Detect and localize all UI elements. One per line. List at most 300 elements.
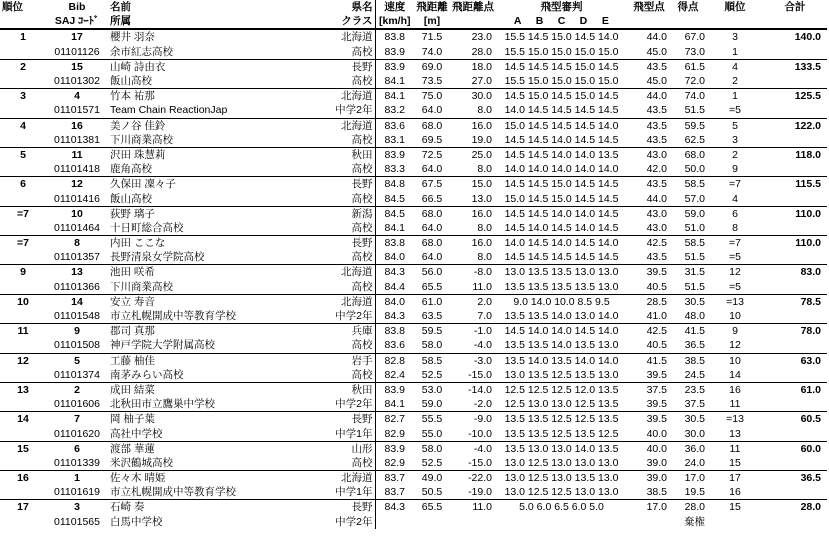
- bib-cell: 16: [71, 119, 83, 132]
- total-score: 60.0: [800, 442, 821, 455]
- total-blank: [763, 515, 827, 529]
- style-points-cell: 42.0: [646, 163, 667, 176]
- prefecture-cell: 岩手: [351, 354, 373, 367]
- rank-cell: 15: [17, 442, 29, 455]
- athlete-name: 竹本 祐那: [110, 90, 155, 103]
- saj-code-cell: 01101620: [54, 427, 100, 440]
- club-cell: 市立札幌開成中等教育学校: [110, 486, 236, 499]
- judges-cell: [494, 515, 629, 529]
- speed-cell: 82.7: [375, 412, 414, 427]
- bib-cell: 4: [74, 90, 80, 103]
- total-score: 63.0: [800, 354, 821, 367]
- table-row: [0, 397, 827, 412]
- athlete-name: 岡 柚子葉: [110, 413, 155, 426]
- judges-cell: 14.5 14.5 14.0 14.0 14.5: [504, 207, 619, 220]
- speed-cell: 84.1: [375, 221, 414, 236]
- athlete-name: 佐々木 晴姫: [110, 472, 166, 485]
- round-score-cell: 58.5: [684, 237, 705, 250]
- header-distpt: 飛距離点: [452, 1, 494, 14]
- club-cell: 鹿角高校: [110, 163, 152, 176]
- speed-cell: 83.6: [375, 338, 414, 353]
- distance-cell: 55.5: [421, 413, 443, 426]
- bib-cell: 5: [74, 354, 80, 367]
- total-blank: [763, 456, 827, 471]
- round-score-cell: 棄権: [684, 515, 705, 528]
- athlete-name: 郡司 真那: [110, 325, 155, 338]
- distance-cell: 65.5: [421, 501, 443, 514]
- table-row: [0, 441, 827, 456]
- header-pref: 県名: [351, 1, 373, 14]
- club-cell: 北秋田市立鷹巣中学校: [110, 398, 215, 411]
- table-row: [0, 485, 827, 500]
- distance-points-cell: 30.0: [471, 90, 492, 103]
- round-score-cell: 36.0: [684, 442, 705, 455]
- distance-points-cell: 11.0: [472, 280, 492, 293]
- distance-points-cell: -10.0: [468, 427, 492, 440]
- round-score-cell: 23.5: [684, 383, 705, 396]
- speed-cell: 82.4: [375, 368, 414, 383]
- judges-cell: 12.5 13.0 13.0 12.5 13.5: [504, 398, 619, 411]
- style-points-cell: 39.5: [646, 398, 667, 411]
- saj-code-cell: 01101508: [54, 339, 100, 352]
- style-points-cell: 44.0: [646, 31, 667, 44]
- bib-cell: 2: [74, 383, 80, 396]
- distance-points-cell: -15.0: [468, 456, 492, 469]
- athlete-name: 石崎 奏: [110, 501, 145, 514]
- athlete-name: 渡部 華蓮: [110, 442, 155, 455]
- distance-cell: 64.0: [421, 251, 443, 264]
- saj-code-cell: 01101606: [54, 398, 100, 411]
- total-blank: [763, 250, 827, 265]
- header-club: 所属: [110, 15, 131, 28]
- round-score-cell: 17.0: [684, 472, 705, 485]
- prefecture-cell: 北海道: [341, 119, 373, 132]
- judges-cell: 14.5 14.5 14.0 14.0 13.5: [504, 148, 619, 161]
- speed-cell: 84.1: [375, 74, 414, 89]
- table-row: [0, 338, 827, 353]
- distance-points-cell: -9.0: [473, 413, 492, 426]
- total-score: 110.0: [795, 237, 821, 250]
- saj-code-cell: 01101548: [54, 310, 100, 323]
- round-score-cell: 50.0: [684, 163, 705, 176]
- distance-points-cell: -15.0: [468, 368, 492, 381]
- table-row: [0, 500, 827, 515]
- distance-cell: 74.0: [421, 45, 443, 58]
- speed-cell: 83.7: [375, 485, 414, 500]
- style-points-cell: 43.5: [646, 119, 667, 132]
- round-score-cell: 48.0: [684, 310, 705, 323]
- rank-cell: 2: [20, 60, 26, 73]
- total-blank: [763, 280, 827, 295]
- total-score: 78.0: [800, 325, 821, 338]
- judges-cell: 13.0 12.5 12.5 13.0 13.0: [504, 486, 619, 499]
- table-header: [0, 0, 827, 29]
- round-score-cell: 30.0: [684, 427, 705, 440]
- athlete-name: 内田 ここな: [110, 237, 166, 250]
- speed-cell: 84.0: [375, 250, 414, 265]
- judges-cell: 13.5 13.5 12.5 12.5 13.5: [504, 413, 619, 426]
- speed-cell: 83.7: [375, 471, 414, 486]
- total-score: 60.5: [800, 413, 821, 426]
- header-rank: 順位: [2, 1, 23, 14]
- round-score-cell: 41.5: [684, 325, 705, 338]
- style-points-cell: 41.0: [646, 310, 667, 323]
- saj-code-cell: 01101464: [54, 221, 100, 234]
- distance-cell: 61.0: [421, 295, 443, 308]
- prefecture-cell: 北海道: [341, 266, 373, 279]
- rank-blank: [0, 456, 46, 471]
- prefecture-cell: 新潟: [351, 207, 373, 220]
- header-dist-unit: [m]: [423, 15, 441, 28]
- judges-cell: 13.5 13.5 13.5 13.5 13.0: [504, 280, 619, 293]
- header-speed-unit: [km/h]: [375, 14, 414, 29]
- club-cell: 下川商業高校: [110, 133, 173, 146]
- header-speed: 速度: [375, 0, 414, 14]
- prefecture-cell: 北海道: [341, 31, 373, 44]
- round-rank-cell: =5: [729, 251, 741, 264]
- distance-points-cell: -1.0: [473, 325, 492, 338]
- distance-cell: 58.5: [421, 354, 443, 367]
- speed-cell: 83.9: [375, 382, 414, 397]
- judges-cell: 14.5 14.5 15.0 14.5 14.5: [504, 178, 619, 191]
- style-points-cell: [629, 515, 669, 529]
- speed-cell: 84.1: [375, 397, 414, 412]
- distance-points-cell: 16.0: [471, 119, 492, 132]
- total-score: 140.0: [794, 31, 821, 44]
- table-row: [0, 191, 827, 206]
- club-cell: Team Chain ReactionJap: [110, 104, 228, 117]
- saj-code-cell: 01101571: [54, 104, 100, 117]
- speed-cell: 84.3: [375, 265, 414, 280]
- header-score: 得点: [677, 1, 699, 14]
- style-points-cell: 40.5: [646, 280, 667, 293]
- round-rank-cell: 9: [732, 163, 738, 176]
- header-stylept: 飛型点: [633, 1, 665, 14]
- distance-cell: 52.5: [421, 456, 443, 469]
- bib-cell: 8: [74, 237, 80, 250]
- table-row: [0, 353, 827, 368]
- bib-cell: 7: [74, 413, 80, 426]
- style-points-cell: 43.5: [646, 251, 667, 264]
- total-score: 133.5: [794, 60, 821, 73]
- bib-cell: 17: [71, 31, 83, 44]
- rank-cell: 3: [20, 90, 26, 103]
- round-score-cell: 68.0: [684, 148, 705, 161]
- rank-blank: [0, 250, 46, 265]
- rank-blank: [0, 397, 46, 412]
- distance-cell: 64.0: [421, 104, 443, 117]
- speed-cell: 83.8: [375, 236, 414, 251]
- total-score: 36.5: [800, 472, 821, 485]
- round-rank-cell: =13: [726, 295, 744, 308]
- table-row: [0, 74, 827, 89]
- bib-cell: 10: [71, 207, 83, 220]
- style-points-cell: 44.0: [646, 90, 667, 103]
- rank-cell: 12: [17, 354, 29, 367]
- distance-points-cell: 8.0: [477, 251, 492, 264]
- rank-blank: [0, 426, 46, 441]
- judges-cell: 15.5 14.5 15.0 14.5 14.0: [504, 31, 619, 44]
- prefecture-cell: 長野: [351, 501, 373, 514]
- rank-cell: 16: [17, 472, 29, 485]
- club-cell: 高社中学校: [110, 427, 163, 440]
- round-rank-cell: 17: [729, 472, 741, 485]
- round-score-cell: 57.0: [684, 192, 705, 205]
- bib-cell: 13: [71, 266, 83, 279]
- distance-points-cell: 16.0: [471, 207, 492, 220]
- rank-cell: 10: [17, 295, 29, 308]
- round-rank-cell: =5: [729, 280, 741, 293]
- total-blank: [763, 397, 827, 412]
- table-row: [0, 103, 827, 118]
- speed-cell: 84.3: [375, 309, 414, 324]
- table-row: [0, 280, 827, 295]
- club-cell: 神戸学院大学附属高校: [110, 339, 215, 352]
- distance-cell: 53.0: [421, 383, 443, 396]
- round-rank-cell: 16: [729, 383, 741, 396]
- total-blank: [763, 103, 827, 118]
- prefecture-cell: 山形: [351, 442, 373, 455]
- rank-blank: [0, 221, 46, 236]
- prefecture-cell: 長野: [351, 60, 373, 73]
- distance-points-cell: -22.0: [468, 472, 492, 485]
- club-cell: 白馬中学校: [110, 515, 163, 528]
- round-score-cell: 74.0: [684, 90, 705, 103]
- style-points-cell: 39.0: [646, 456, 667, 469]
- distance-points-cell: 7.0: [477, 310, 492, 323]
- header-name: 名前: [110, 1, 131, 14]
- athlete-name: 工藤 柚佳: [110, 354, 155, 367]
- class-cell: 中学2年: [335, 104, 373, 117]
- athlete-name: 成田 結菜: [110, 383, 155, 396]
- style-points-cell: 42.5: [646, 325, 667, 338]
- distance-points-cell: 18.0: [471, 60, 492, 73]
- bib-cell: 14: [71, 295, 83, 308]
- distance-cell: 58.0: [421, 339, 443, 352]
- table-row: [0, 324, 827, 339]
- speed-cell: 83.8: [375, 324, 414, 339]
- class-cell: 中学2年: [335, 515, 373, 528]
- rank-cell: 11: [17, 325, 29, 338]
- club-cell: 市立札幌開成中等教育学校: [110, 310, 236, 323]
- class-cell: 中学1年: [335, 486, 373, 499]
- distance-cell: 69.5: [421, 133, 443, 146]
- prefecture-cell: 北海道: [341, 90, 373, 103]
- athlete-name: 安立 寿音: [110, 295, 155, 308]
- distance-points-cell: -19.0: [468, 486, 492, 499]
- distance-points-cell: 25.0: [471, 148, 492, 161]
- rank-blank: [0, 485, 46, 500]
- rank-blank: [0, 103, 46, 118]
- table-row: [0, 236, 827, 251]
- judges-cell: 14.5 14.5 14.5 15.0 14.5: [504, 60, 619, 73]
- total-blank: [763, 309, 827, 324]
- header-judges: 飛型審判: [540, 1, 583, 14]
- bib-cell: 1: [74, 472, 80, 485]
- header-rank2: 順位: [724, 1, 746, 14]
- style-points-cell: 28.5: [646, 295, 667, 308]
- class-cell: 高校: [351, 280, 373, 293]
- header-blank: [0, 14, 46, 29]
- round-rank-cell: [707, 515, 763, 529]
- class-cell: 高校: [351, 163, 373, 176]
- style-points-cell: 43.5: [646, 178, 667, 191]
- header-judge-letters: [494, 14, 629, 29]
- round-rank-cell: 14: [729, 368, 741, 381]
- distance-points-cell: 27.0: [471, 75, 492, 88]
- table-row: [0, 471, 827, 486]
- table-row: [0, 294, 827, 309]
- table-row: [0, 147, 827, 162]
- header-blank: [707, 14, 763, 29]
- distance-cell: 58.0: [421, 442, 443, 455]
- rank-blank: [0, 368, 46, 383]
- bib-cell: 12: [71, 178, 83, 191]
- round-rank-cell: 10: [729, 310, 741, 323]
- speed-cell: 82.9: [375, 456, 414, 471]
- round-rank-cell: 2: [732, 75, 738, 88]
- saj-code-cell: 01101126: [54, 45, 100, 58]
- total-blank: [763, 45, 827, 60]
- club-cell: 米沢鶴城高校: [110, 456, 173, 469]
- club-cell: 南茅みらい高校: [110, 368, 184, 381]
- judges-cell: 14.5 15.0 14.5 15.0 14.5: [504, 90, 619, 103]
- speed-cell: 83.9: [375, 147, 414, 162]
- prefecture-cell: 長野: [351, 237, 373, 250]
- round-rank-cell: =7: [729, 237, 741, 250]
- table-row: [0, 456, 827, 471]
- speed-cell: 83.9: [375, 59, 414, 74]
- judges-cell: 13.0 13.5 13.5 13.0 13.0: [504, 266, 619, 279]
- judges-cell: 13.5 13.5 14.0 13.0 14.0: [504, 310, 619, 323]
- judges-cell: 13.5 13.0 13.0 14.0 13.5: [504, 442, 619, 455]
- rank-blank: [0, 162, 46, 177]
- round-score-cell: 59.5: [684, 119, 705, 132]
- table-row: [0, 162, 827, 177]
- total-blank: [763, 133, 827, 148]
- round-rank-cell: 3: [732, 31, 738, 44]
- class-cell: 高校: [351, 251, 373, 264]
- distance-points-cell: 8.0: [477, 163, 492, 176]
- distance-points-cell: -3.0: [473, 354, 492, 367]
- header-saj: SAJ ｺｰﾄﾞ: [54, 15, 100, 28]
- style-points-cell: 40.0: [646, 427, 667, 440]
- athlete-name: 荻野 璃子: [110, 207, 155, 220]
- rank-cell: 14: [17, 413, 29, 426]
- header-total: 合計: [784, 1, 806, 14]
- judges-cell: 15.5 15.0 15.0 15.0 15.0: [504, 75, 619, 88]
- distance-cell: 68.0: [421, 119, 443, 132]
- judges-cell: 14.5 14.0 14.0 14.5 14.0: [504, 325, 619, 338]
- total-score: 78.5: [800, 295, 821, 308]
- judge-letter: E: [601, 15, 609, 28]
- judge-letter: B: [535, 15, 544, 28]
- saj-code-cell: 01101339: [54, 456, 100, 469]
- bib-cell: 3: [74, 501, 80, 514]
- distance-points-cell: 23.0: [471, 31, 492, 44]
- rank-cell: 5: [20, 148, 26, 161]
- total-score: 28.0: [800, 501, 821, 514]
- saj-code-cell: 01101302: [54, 75, 100, 88]
- round-rank-cell: 3: [732, 133, 738, 146]
- distance-points-cell: 15.0: [471, 178, 492, 191]
- speed-cell: 83.1: [375, 133, 414, 148]
- speed-cell: 83.3: [375, 162, 414, 177]
- total-score: 118.0: [795, 148, 821, 161]
- rank-blank: [0, 338, 46, 353]
- distance-cell: 49.0: [421, 472, 443, 485]
- club-cell: 飯山高校: [110, 192, 152, 205]
- judges-cell: 14.0 14.5 14.0 14.5 14.0: [504, 237, 619, 250]
- distance-cell: 73.5: [421, 75, 443, 88]
- round-rank-cell: =13: [726, 413, 744, 426]
- saj-code-cell: 01101565: [54, 515, 100, 528]
- style-points-cell: 39.5: [646, 413, 667, 426]
- table-row: [0, 118, 827, 133]
- table-row: [0, 29, 827, 44]
- judges-cell: 13.5 13.5 12.5 13.5 12.5: [504, 427, 619, 440]
- round-rank-cell: 12: [729, 266, 741, 279]
- distance-points-cell: 11.0: [472, 501, 492, 514]
- rank-blank: [0, 191, 46, 206]
- judges-cell: 14.5 14.5 14.0 14.5 14.5: [504, 133, 619, 146]
- style-points-cell: 43.0: [646, 148, 667, 161]
- distance-points-cell: 13.0: [471, 192, 492, 205]
- round-rank-cell: =5: [729, 104, 741, 117]
- style-points-cell: 17.0: [646, 501, 667, 514]
- round-rank-cell: 10: [729, 354, 741, 367]
- total-blank: [763, 485, 827, 500]
- distance-points-cell: 19.0: [471, 133, 492, 146]
- rank-cell: =7: [17, 237, 29, 250]
- saj-code-cell: 01101357: [54, 251, 100, 264]
- table-row: [0, 368, 827, 383]
- saj-code-cell: 01101418: [54, 163, 100, 176]
- table-row: [0, 133, 827, 148]
- distance-points-cell: -8.0: [473, 266, 492, 279]
- prefecture-cell: 北海道: [341, 472, 373, 485]
- judges-cell: 12.5 12.5 12.5 12.0 13.5: [504, 383, 619, 396]
- distance-points-cell: -4.0: [473, 442, 492, 455]
- athlete-name: 沢田 珠慧莉: [110, 148, 166, 161]
- total-blank: [763, 74, 827, 89]
- style-points-cell: 42.5: [646, 237, 667, 250]
- judge-letter: C: [557, 15, 566, 28]
- round-rank-cell: 8: [732, 221, 738, 234]
- club-cell: 余市紅志高校: [110, 45, 173, 58]
- speed-cell: 84.5: [375, 191, 414, 206]
- judges-cell: 14.5 14.0 14.5 14.0 14.5: [504, 221, 619, 234]
- style-points-cell: 45.0: [646, 45, 667, 58]
- rank-cell: 4: [20, 119, 26, 132]
- distance-cell: 56.0: [421, 266, 443, 279]
- total-score: 122.0: [794, 119, 821, 132]
- round-score-cell: 31.5: [684, 266, 705, 279]
- round-rank-cell: 2: [732, 148, 738, 161]
- speed-cell: 83.6: [375, 118, 414, 133]
- round-score-cell: 62.5: [684, 133, 705, 146]
- style-points-cell: 43.5: [646, 60, 667, 73]
- club-cell: 十日町総合高校: [110, 221, 184, 234]
- class-cell: 高校: [351, 368, 373, 381]
- speed-cell: 83.9: [375, 441, 414, 456]
- athlete-name: 池田 咲希: [110, 266, 155, 279]
- distance-cell: 72.5: [421, 148, 443, 161]
- judges-cell: 13.0 12.5 13.0 13.0 13.0: [504, 456, 619, 469]
- bib-cell: 9: [74, 325, 80, 338]
- distance-cell: 69.0: [421, 60, 443, 73]
- round-score-cell: 28.0: [684, 501, 705, 514]
